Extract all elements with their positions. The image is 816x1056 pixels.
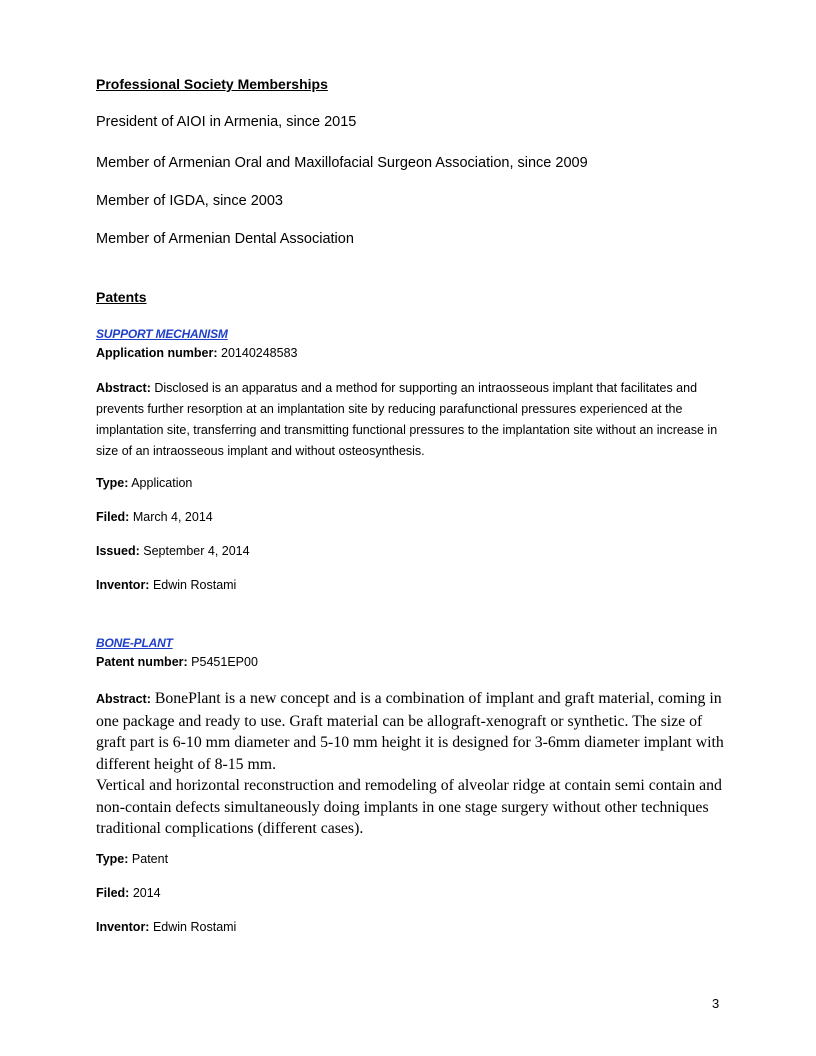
- field-value: 2014: [132, 886, 161, 900]
- field-label: Inventor:: [96, 578, 150, 592]
- patent-title-link[interactable]: SUPPORT MECHANISM: [96, 327, 228, 341]
- field-value: 20140248583: [221, 346, 298, 360]
- abstract-text: Disclosed is an apparatus and a method for supporting an intraosseous implant that facilitates and prevents further resorption at an implantation site by reducing parafunctional pressures experienced at the implantation site, transferring and transmitting functional pressures to the implantation site without an increase in size of an intraosseous implant and without osteosynthesis.: [96, 381, 718, 458]
- field-value: March 4, 2014: [132, 510, 213, 524]
- patent-inventor: [96, 920, 236, 934]
- field-label: Patent number:: [96, 655, 188, 669]
- field-label: Type:: [96, 852, 129, 866]
- application-number: [96, 346, 298, 360]
- abstract-label: Abstract:: [96, 381, 151, 395]
- membership-item: Member of Armenian Oral and Maxillofacial Surgeon Association, since 2009: [96, 155, 588, 171]
- patents-heading: Patents: [96, 289, 147, 305]
- field-label: Application number:: [96, 346, 218, 360]
- field-label: Inventor:: [96, 920, 150, 934]
- patent-inventor: [96, 578, 236, 592]
- abstract-text: Vertical and horizontal reconstruction and remodeling of alveolar ridge at contain semi contain and non-contain defects simultaneously doing implants in one stage surgery without other techniques traditional complications (different cases).: [96, 777, 722, 837]
- field-value: Edwin Rostami: [152, 920, 237, 934]
- field-label: Filed:: [96, 886, 130, 900]
- field-value: Patent: [131, 852, 169, 866]
- patent-title-link[interactable]: BONE-PLANT: [96, 636, 173, 650]
- patent-number: [96, 655, 258, 669]
- page-number: 3: [712, 996, 720, 1011]
- patent-type: [96, 476, 192, 490]
- abstract-label: Abstract:: [96, 692, 151, 706]
- field-value: September 4, 2014: [143, 544, 250, 558]
- field-label: Filed:: [96, 510, 130, 524]
- patent-issued: [96, 544, 250, 558]
- patent-filed: [96, 886, 161, 900]
- field-value: Edwin Rostami: [152, 578, 237, 592]
- field-label: Type:: [96, 476, 129, 490]
- field-label: Issued:: [96, 544, 140, 558]
- patent-abstract: [96, 378, 726, 462]
- field-value: Application: [131, 476, 193, 490]
- membership-item: President of AIOI in Armenia, since 2015: [96, 114, 357, 130]
- patent-type: [96, 852, 168, 866]
- membership-item: Member of Armenian Dental Association: [96, 231, 354, 247]
- patent-filed: [96, 510, 213, 524]
- field-value: P5451EP00: [191, 655, 258, 669]
- membership-item: Member of IGDA, since 2003: [96, 193, 283, 209]
- patent-abstract: [96, 688, 736, 840]
- memberships-heading: Professional Society Memberships: [96, 76, 328, 92]
- abstract-text: BonePlant is a new concept and is a combination of implant and graft material, coming in one package and ready to use. Graft material can be allograft-xenograft or synthetic. The size of graft part is 6-10 mm diameter and 5-10 mm height it is designed for 3-6mm diameter implant with different height of 8-15 mm.: [96, 690, 724, 773]
